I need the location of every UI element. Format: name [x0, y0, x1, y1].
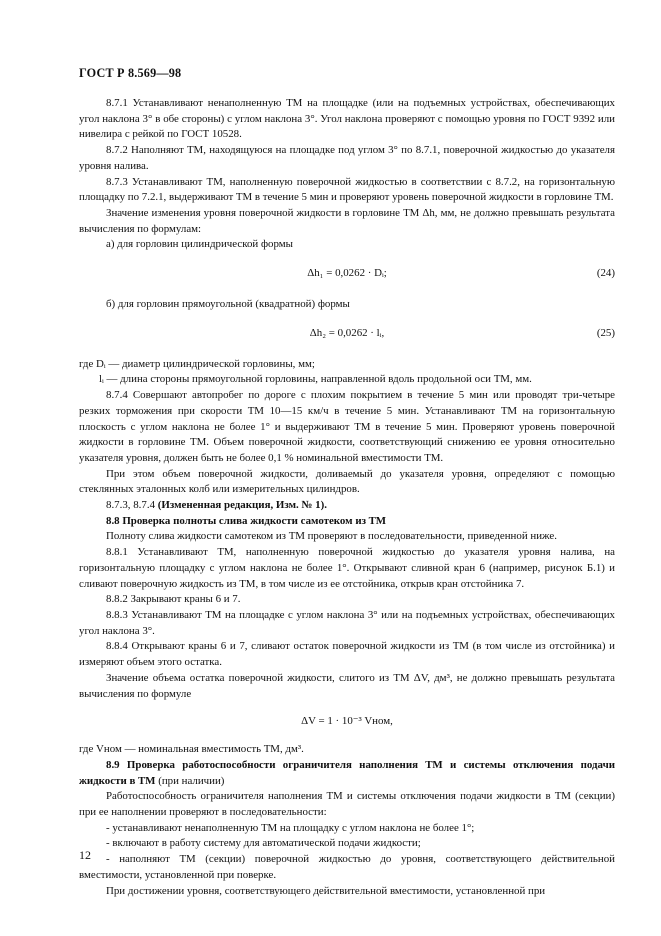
paragraph-residue: Значение объема остатка поверочной жидкости, слитого из ТМ ΔV, дм³, не должно превышать результата вычисления по формуле	[79, 671, 615, 700]
where-length: lᵢ — длина стороны прямоугольной горловины, направленной вдоль продольной оси ТМ, мм.	[99, 373, 532, 386]
paragraph-8-8: Полноту слива жидкости самотеком из ТМ проверяют в последовательности, приведенной ниже.	[106, 530, 557, 543]
formula-volume-expression: ΔV = 1 · 10⁻³ Vном,	[301, 715, 393, 728]
paragraph-volume-method: При этом объем поверочной жидкости, доливаемый до указателя уровня, определяют с помощью стеклянных эталонных колб или измерительных цилиндров.	[79, 467, 615, 496]
paragraph-8-7-2: 8.7.2 Наполняют ТМ, находящуюся на площадке под углом 3° по 8.7.1, поверочной жидкостью до указателя уровня налива.	[79, 144, 615, 172]
page-number: 12	[79, 848, 91, 862]
list-item-2: - включают в работу систему для автоматической подачи жидкости;	[106, 837, 421, 850]
page-content	[79, 96, 615, 899]
paragraph-8-7-1: 8.7.1 Устанавливают ненаполненную ТМ на площадке (или на подъемных устройствах, обеспечивающих угол наклона 3° в обе стороны) с углом наклона 3°. Угол наклона проверяют с помощью уровня по ГОСТ 9392 или нивелира с рейкой по ГОСТ 10528.	[79, 97, 615, 141]
section-8-9-heading-bold: 8.9 Проверка работоспособности ограничителя наполнения ТМ и системы отключения подачи жидкости в ТМ	[79, 758, 615, 787]
edit-note-bold: (Измененная редакция, Изм. № 1).	[157, 499, 327, 512]
paragraph-8-7-4: 8.7.4 Совершают автопробег по дороге с плохим покрытием в течение 5 мин или проводят три-четыре резких торможения при скорости ТМ 10—15 км/ч в течение 5 мин. Устанавливают ТМ на горизонтальную плоскость с углом наклона не более 1° и выдерживают ТМ в течение 5 мин. Проверяют уровень поверочной жидкости в горловине ТМ. Объем поверочной жидкости, соответствующий снижению ее уровня относительно указателя уровня, должен быть не более 0,1 % номинальной вместимости ТМ.	[79, 389, 615, 464]
where-diameter: где Dᵢ — диаметр цилиндрической горловины, мм;	[79, 357, 315, 370]
section-8-8-heading: 8.8 Проверка полноты слива жидкости самотеком из ТМ	[106, 514, 387, 527]
formula-24	[79, 253, 615, 297]
formula-24-number: (24)	[596, 267, 615, 280]
where-nominal: где Vном — номинальная вместимость ТМ, дм³.	[79, 743, 304, 756]
list-item-1: - устанавливают ненаполненную ТМ на площадку с углом наклона не более 1°;	[106, 821, 475, 834]
list-item-a: а) для горловин цилиндрической формы	[106, 238, 293, 251]
paragraph-8-8-4: 8.8.4 Открывают краны 6 и 7, сливают остаток поверочной жидкости из ТМ (в том числе из отстойника) и измеряют объем этого остатка.	[79, 640, 615, 669]
paragraph-8-9: Работоспособность ограничителя наполнения ТМ и системы отключения подачи жидкости в ТМ (секции) при ее наполнении проверяют в последовательности:	[79, 790, 615, 819]
paragraph-8-8-3: 8.8.3 Устанавливают ТМ на площадке с углом наклона 3° или на подъемных устройствах, обеспечивающих угол наклона 3°.	[79, 608, 615, 637]
paragraph-last: При достижении уровня, соответствующего действительной вместимости, установленной при	[106, 884, 546, 897]
edit-note-prefix: 8.7.3, 8.7.4	[106, 499, 156, 512]
formula-volume	[79, 702, 615, 742]
list-item-b: б) для горловин прямоугольной (квадратной) формы	[106, 298, 350, 311]
section-8-9-heading-rest: (при наличии)	[158, 774, 225, 787]
document-header: ГОСТ Р 8.569—98	[79, 66, 182, 80]
formula-25-expression: Δh₂ = 0,0262 · lᵢ,	[309, 326, 385, 339]
paragraph-8-8-2: 8.8.2 Закрывают краны 6 и 7.	[106, 593, 241, 606]
paragraph-edit-note	[79, 498, 615, 514]
formula-25	[79, 313, 615, 357]
section-8-9-heading	[79, 758, 615, 789]
list-item-3: - наполняют ТМ (секции) поверочной жидкостью до уровня, соответствующего действительной вместимости, установленной при поверке.	[79, 853, 615, 881]
paragraph-8-8-1: 8.8.1 Устанавливают ТМ, наполненную поверочной жидкостью до указателя уровня налива, на горизонтальную площадку с углом наклона не более 1°. Открывают сливной кран 6 (например, рисунок Б.1) и сливают поверочную жидкость из ТМ, в том числе из ее отстойника, открыв кран отстойника 7.	[79, 546, 615, 590]
paragraph-8-7-3: 8.7.3 Устанавливают ТМ, наполненную поверочной жидкостью в соответствии с 8.7.2, на горизонтальную площадку по 7.2.1, выдерживают ТМ в течение 5 мин и проверяют уровень поверочной жидкости в горловине ТМ.	[79, 175, 615, 204]
paragraph-level-change: Значение изменения уровня поверочной жидкости в горловине ТМ Δh, мм, не должно превышать результата вычисления по формулам:	[79, 206, 615, 235]
formula-25-number: (25)	[596, 326, 615, 339]
formula-24-expression: Δh₁ = 0,0262 · Dᵢ;	[307, 267, 387, 280]
